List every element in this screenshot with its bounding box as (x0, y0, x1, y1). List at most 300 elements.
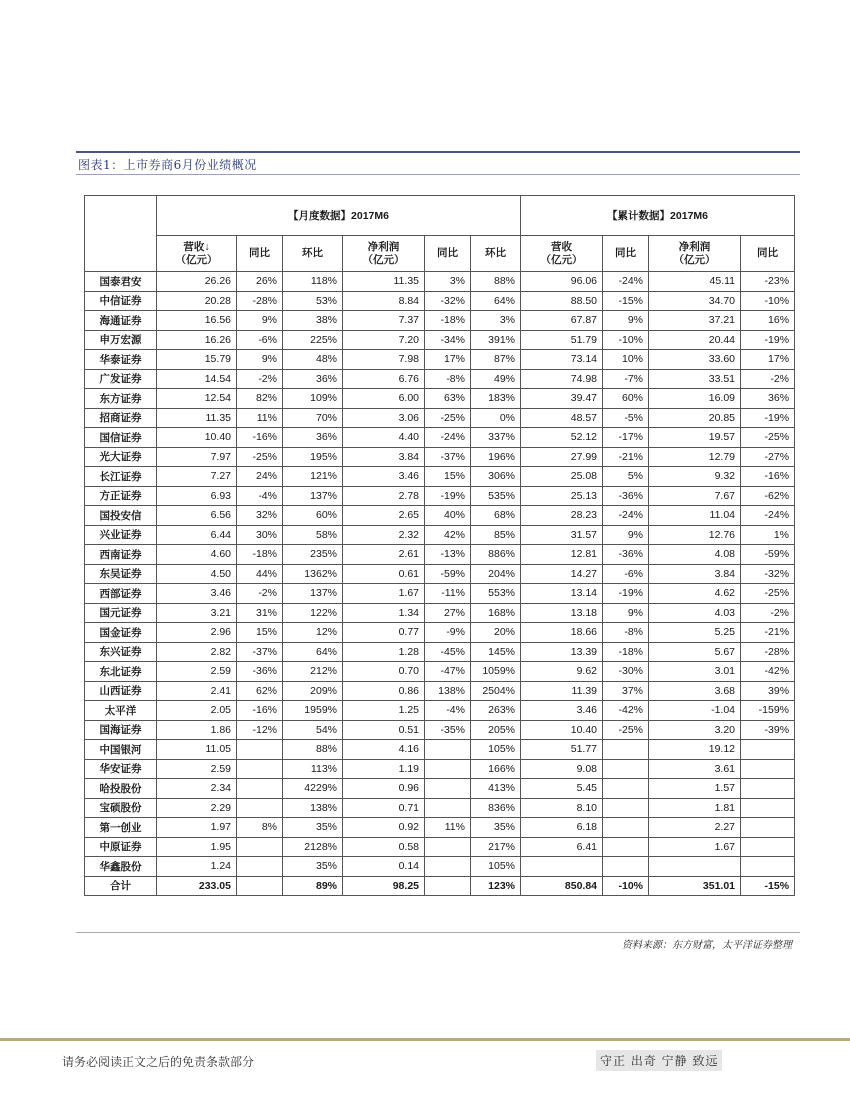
value-cell: 24% (237, 467, 283, 487)
company-name-cell: 华安证券 (85, 759, 157, 779)
column-header-line1: 同比 (757, 247, 779, 259)
value-cell: -36% (603, 486, 649, 506)
value-cell: 2.65 (343, 506, 425, 526)
value-cell: 36% (741, 389, 795, 409)
company-name-cell: 国投安信 (85, 506, 157, 526)
value-cell: 2.05 (157, 701, 237, 721)
value-cell: -62% (741, 486, 795, 506)
value-cell: -37% (425, 447, 471, 467)
value-cell: 11.04 (649, 506, 741, 526)
value-cell: 9% (603, 603, 649, 623)
company-name-cell: 山西证券 (85, 681, 157, 701)
value-cell: 1.67 (649, 837, 741, 857)
value-cell: -1.04 (649, 701, 741, 721)
value-cell: -25% (237, 447, 283, 467)
value-cell: 10.40 (157, 428, 237, 448)
value-cell: 0.77 (343, 623, 425, 643)
company-name-cell: 第一创业 (85, 818, 157, 838)
value-cell: 20.28 (157, 291, 237, 311)
value-cell: 27.99 (521, 447, 603, 467)
value-cell: 3.46 (343, 467, 425, 487)
value-cell: 26.26 (157, 272, 237, 292)
value-cell: 6.76 (343, 369, 425, 389)
value-cell: -32% (425, 291, 471, 311)
value-cell: 9% (603, 311, 649, 331)
table-body (85, 272, 795, 896)
value-cell: 209% (283, 681, 343, 701)
value-cell: 60% (283, 506, 343, 526)
value-cell: 12% (283, 623, 343, 643)
value-cell: 88% (283, 740, 343, 760)
value-cell (741, 837, 795, 857)
value-cell: -10% (741, 291, 795, 311)
value-cell (425, 837, 471, 857)
company-name-cell: 中信证券 (85, 291, 157, 311)
value-cell: 138% (425, 681, 471, 701)
value-cell: 118% (283, 272, 343, 292)
value-cell: 31.57 (521, 525, 603, 545)
company-name-cell: 中原证券 (85, 837, 157, 857)
value-cell (237, 857, 283, 877)
value-cell (603, 837, 649, 857)
column-header (471, 236, 521, 272)
value-cell: 82% (237, 389, 283, 409)
value-cell: -25% (741, 584, 795, 604)
value-cell: -42% (741, 662, 795, 682)
value-cell: 34.70 (649, 291, 741, 311)
value-cell: -24% (603, 272, 649, 292)
value-cell (603, 740, 649, 760)
table-row (85, 740, 795, 760)
column-header (157, 236, 237, 272)
value-cell: 16% (741, 311, 795, 331)
value-cell: -10% (603, 330, 649, 350)
value-cell: 7.37 (343, 311, 425, 331)
value-cell: -59% (425, 564, 471, 584)
value-cell: 44% (237, 564, 283, 584)
value-cell: -6% (237, 330, 283, 350)
value-cell: 37.21 (649, 311, 741, 331)
table-row (85, 428, 795, 448)
value-cell: 2504% (471, 681, 521, 701)
value-cell (425, 798, 471, 818)
value-cell: 11% (425, 818, 471, 838)
value-cell: -37% (237, 642, 283, 662)
value-cell: 4.03 (649, 603, 741, 623)
company-name-cell: 国泰君安 (85, 272, 157, 292)
value-cell: 35% (283, 818, 343, 838)
value-cell: 4.08 (649, 545, 741, 565)
value-cell: -24% (741, 506, 795, 526)
value-cell: -2% (237, 369, 283, 389)
value-cell: 20% (471, 623, 521, 643)
value-cell: -4% (237, 486, 283, 506)
value-cell: 3.46 (521, 701, 603, 721)
value-cell: 183% (471, 389, 521, 409)
table-row (85, 701, 795, 721)
column-header-line1: 净利润 (678, 240, 711, 253)
company-name-cell: 广发证券 (85, 369, 157, 389)
value-cell: -27% (741, 447, 795, 467)
table-row (85, 389, 795, 409)
value-cell: 2.32 (343, 525, 425, 545)
value-cell: 535% (471, 486, 521, 506)
value-cell: 58% (283, 525, 343, 545)
value-cell: 26% (237, 272, 283, 292)
value-cell: 19.57 (649, 428, 741, 448)
table-row (85, 408, 795, 428)
value-cell: -28% (741, 642, 795, 662)
table-row (85, 623, 795, 643)
value-cell: 413% (471, 779, 521, 799)
value-cell (741, 740, 795, 760)
value-cell: 9.32 (649, 467, 741, 487)
value-cell: 37% (603, 681, 649, 701)
column-header (521, 236, 603, 272)
value-cell: 0.92 (343, 818, 425, 838)
value-cell: 1.57 (649, 779, 741, 799)
value-cell: 96.06 (521, 272, 603, 292)
company-name-cell: 海通证券 (85, 311, 157, 331)
column-header-line2: （亿元） (362, 253, 405, 266)
column-header (603, 236, 649, 272)
column-header-line1: 环比 (485, 247, 506, 259)
figure-caption-bar (76, 151, 800, 175)
value-cell: 87% (471, 350, 521, 370)
table-row (85, 369, 795, 389)
value-cell: 9% (603, 525, 649, 545)
value-cell: 6.00 (343, 389, 425, 409)
value-cell: -9% (425, 623, 471, 643)
value-cell: 3.46 (157, 584, 237, 604)
performance-table (84, 195, 795, 896)
value-cell: 145% (471, 642, 521, 662)
company-name-cell: 太平洋 (85, 701, 157, 721)
value-cell (425, 857, 471, 877)
value-cell: -34% (425, 330, 471, 350)
value-cell: -35% (425, 720, 471, 740)
value-cell: 1.81 (649, 798, 741, 818)
value-cell (425, 740, 471, 760)
value-cell: 3.01 (649, 662, 741, 682)
value-cell: 3% (425, 272, 471, 292)
column-header-line2: （亿元） (540, 253, 583, 266)
value-cell: 351.01 (649, 876, 741, 896)
table-row (85, 467, 795, 487)
value-cell: 53% (283, 291, 343, 311)
value-cell: 6.18 (521, 818, 603, 838)
value-cell: 5.67 (649, 642, 741, 662)
company-name-cell: 兴业证券 (85, 525, 157, 545)
value-cell: 14.54 (157, 369, 237, 389)
value-cell: 3.20 (649, 720, 741, 740)
value-cell: 3.68 (649, 681, 741, 701)
value-cell: 1% (741, 525, 795, 545)
value-cell: 85% (471, 525, 521, 545)
table-row (85, 798, 795, 818)
value-cell: 137% (283, 486, 343, 506)
value-cell: -2% (237, 584, 283, 604)
company-name-cell: 东方证券 (85, 389, 157, 409)
value-cell: 2.27 (649, 818, 741, 838)
value-cell: 6.93 (157, 486, 237, 506)
value-cell: 64% (283, 642, 343, 662)
value-cell (741, 818, 795, 838)
value-cell: 6.41 (521, 837, 603, 857)
value-cell: 0.58 (343, 837, 425, 857)
value-cell: 5.25 (649, 623, 741, 643)
value-cell: 33.51 (649, 369, 741, 389)
company-name-cell: 合计 (85, 876, 157, 896)
value-cell: 35% (471, 818, 521, 838)
value-cell (603, 759, 649, 779)
table-row (85, 642, 795, 662)
value-cell: 4.40 (343, 428, 425, 448)
value-cell: 105% (471, 857, 521, 877)
table-row (85, 545, 795, 565)
value-cell: 0.61 (343, 564, 425, 584)
value-cell: -23% (741, 272, 795, 292)
company-name-cell: 东兴证券 (85, 642, 157, 662)
table-row (85, 584, 795, 604)
value-cell: 2.96 (157, 623, 237, 643)
value-cell: 2.82 (157, 642, 237, 662)
value-cell: 73.14 (521, 350, 603, 370)
value-cell: 25.13 (521, 486, 603, 506)
value-cell: 62% (237, 681, 283, 701)
value-cell: 13.14 (521, 584, 603, 604)
value-cell (603, 798, 649, 818)
total-row (85, 876, 795, 896)
value-cell: 7.20 (343, 330, 425, 350)
value-cell: -18% (603, 642, 649, 662)
table-row (85, 330, 795, 350)
value-cell (741, 798, 795, 818)
value-cell: 9.08 (521, 759, 603, 779)
value-cell: 1.97 (157, 818, 237, 838)
value-cell: 1059% (471, 662, 521, 682)
value-cell: 1959% (283, 701, 343, 721)
source-note-bar (76, 932, 800, 952)
value-cell: 337% (471, 428, 521, 448)
column-header (343, 236, 425, 272)
value-cell: -36% (237, 662, 283, 682)
column-header-line1: 环比 (302, 247, 323, 259)
value-cell: 28.23 (521, 506, 603, 526)
value-cell: 17% (425, 350, 471, 370)
value-cell: 14.27 (521, 564, 603, 584)
value-cell: 5.45 (521, 779, 603, 799)
value-cell: 20.44 (649, 330, 741, 350)
value-cell (237, 798, 283, 818)
value-cell (603, 779, 649, 799)
footer-motto: 守正 出奇 宁静 致远 (596, 1050, 722, 1071)
value-cell (237, 759, 283, 779)
value-cell: 11.05 (157, 740, 237, 760)
value-cell: 212% (283, 662, 343, 682)
value-cell: 89% (283, 876, 343, 896)
value-cell: 0.70 (343, 662, 425, 682)
value-cell: 17% (741, 350, 795, 370)
value-cell: 4.60 (157, 545, 237, 565)
value-cell: 16.26 (157, 330, 237, 350)
value-cell: 74.98 (521, 369, 603, 389)
company-name-cell: 华泰证券 (85, 350, 157, 370)
value-cell: 98.25 (343, 876, 425, 896)
value-cell: 204% (471, 564, 521, 584)
value-cell: -25% (603, 720, 649, 740)
company-name-cell: 国元证券 (85, 603, 157, 623)
value-cell: 2.59 (157, 662, 237, 682)
value-cell: -16% (237, 428, 283, 448)
value-cell (237, 837, 283, 857)
value-cell: 15% (425, 467, 471, 487)
company-name-cell: 长江证券 (85, 467, 157, 487)
cumulative-group-header: 【累计数据】2017M6 (521, 196, 795, 236)
value-cell: -39% (741, 720, 795, 740)
value-cell: 39.47 (521, 389, 603, 409)
value-cell (521, 857, 603, 877)
value-cell: 105% (471, 740, 521, 760)
value-cell (603, 818, 649, 838)
company-name-cell: 宝硕股份 (85, 798, 157, 818)
company-name-cell: 方正证券 (85, 486, 157, 506)
value-cell: 1.34 (343, 603, 425, 623)
value-cell: 235% (283, 545, 343, 565)
value-cell: 68% (471, 506, 521, 526)
company-name-cell: 东吴证券 (85, 564, 157, 584)
value-cell: -16% (741, 467, 795, 487)
value-cell: -12% (237, 720, 283, 740)
value-cell: -17% (603, 428, 649, 448)
value-cell: -24% (425, 428, 471, 448)
value-cell: 52.12 (521, 428, 603, 448)
value-cell: 54% (283, 720, 343, 740)
value-cell: 205% (471, 720, 521, 740)
value-cell: -5% (603, 408, 649, 428)
value-cell: 168% (471, 603, 521, 623)
value-cell: -2% (741, 369, 795, 389)
table-row (85, 857, 795, 877)
value-cell: 3.61 (649, 759, 741, 779)
value-cell: -47% (425, 662, 471, 682)
value-cell: 39% (741, 681, 795, 701)
table-row (85, 291, 795, 311)
value-cell: 306% (471, 467, 521, 487)
value-cell (237, 779, 283, 799)
value-cell: 88.50 (521, 291, 603, 311)
company-name-cell: 西部证券 (85, 584, 157, 604)
column-header-line1: 同比 (615, 247, 637, 259)
value-cell (741, 779, 795, 799)
value-cell: -7% (603, 369, 649, 389)
value-cell: 113% (283, 759, 343, 779)
column-header-row (85, 236, 795, 272)
table-row (85, 662, 795, 682)
value-cell: 0.86 (343, 681, 425, 701)
value-cell: 3% (471, 311, 521, 331)
value-cell: -16% (237, 701, 283, 721)
value-cell: -2% (741, 603, 795, 623)
value-cell: 553% (471, 584, 521, 604)
value-cell: 32% (237, 506, 283, 526)
value-cell: 2.41 (157, 681, 237, 701)
value-cell: 30% (237, 525, 283, 545)
value-cell: 0.71 (343, 798, 425, 818)
value-cell: 836% (471, 798, 521, 818)
table-row (85, 818, 795, 838)
value-cell: -8% (425, 369, 471, 389)
value-cell: -19% (741, 330, 795, 350)
value-cell: 4.50 (157, 564, 237, 584)
figure-caption: 图表1：上市券商6月份业绩概况 (78, 158, 257, 172)
value-cell: 11.39 (521, 681, 603, 701)
value-cell: 15% (237, 623, 283, 643)
value-cell: 25.08 (521, 467, 603, 487)
value-cell: 20.85 (649, 408, 741, 428)
value-cell: -19% (603, 584, 649, 604)
value-cell: -21% (603, 447, 649, 467)
value-cell: -19% (741, 408, 795, 428)
value-cell: 4229% (283, 779, 343, 799)
company-name-cell: 国金证券 (85, 623, 157, 643)
value-cell: 0.96 (343, 779, 425, 799)
table-row (85, 486, 795, 506)
value-cell: 49% (471, 369, 521, 389)
value-cell: 2.78 (343, 486, 425, 506)
value-cell: 9% (237, 311, 283, 331)
value-cell: -36% (603, 545, 649, 565)
value-cell (603, 857, 649, 877)
value-cell: 1.95 (157, 837, 237, 857)
value-cell: -18% (425, 311, 471, 331)
value-cell: 42% (425, 525, 471, 545)
value-cell: -15% (603, 291, 649, 311)
table-row (85, 506, 795, 526)
value-cell: 6.44 (157, 525, 237, 545)
value-cell: -15% (741, 876, 795, 896)
value-cell: 12.76 (649, 525, 741, 545)
company-name-cell: 西南证券 (85, 545, 157, 565)
value-cell: 11.35 (343, 272, 425, 292)
value-cell: 1.28 (343, 642, 425, 662)
value-cell: 196% (471, 447, 521, 467)
value-cell: -25% (425, 408, 471, 428)
value-cell: 121% (283, 467, 343, 487)
value-cell: -32% (741, 564, 795, 584)
value-cell: 138% (283, 798, 343, 818)
value-cell: 7.27 (157, 467, 237, 487)
company-name-cell: 华鑫股份 (85, 857, 157, 877)
value-cell: 10% (603, 350, 649, 370)
company-name-cell: 光大证券 (85, 447, 157, 467)
value-cell: 12.54 (157, 389, 237, 409)
table-row (85, 564, 795, 584)
value-cell: 233.05 (157, 876, 237, 896)
value-cell (237, 740, 283, 760)
value-cell: 886% (471, 545, 521, 565)
value-cell (425, 759, 471, 779)
value-cell: 4.62 (649, 584, 741, 604)
value-cell: 19.12 (649, 740, 741, 760)
column-header (649, 236, 741, 272)
company-header (85, 196, 157, 272)
value-cell (741, 857, 795, 877)
value-cell: 51.79 (521, 330, 603, 350)
value-cell: -11% (425, 584, 471, 604)
company-name-cell: 中国银河 (85, 740, 157, 760)
table-row (85, 447, 795, 467)
